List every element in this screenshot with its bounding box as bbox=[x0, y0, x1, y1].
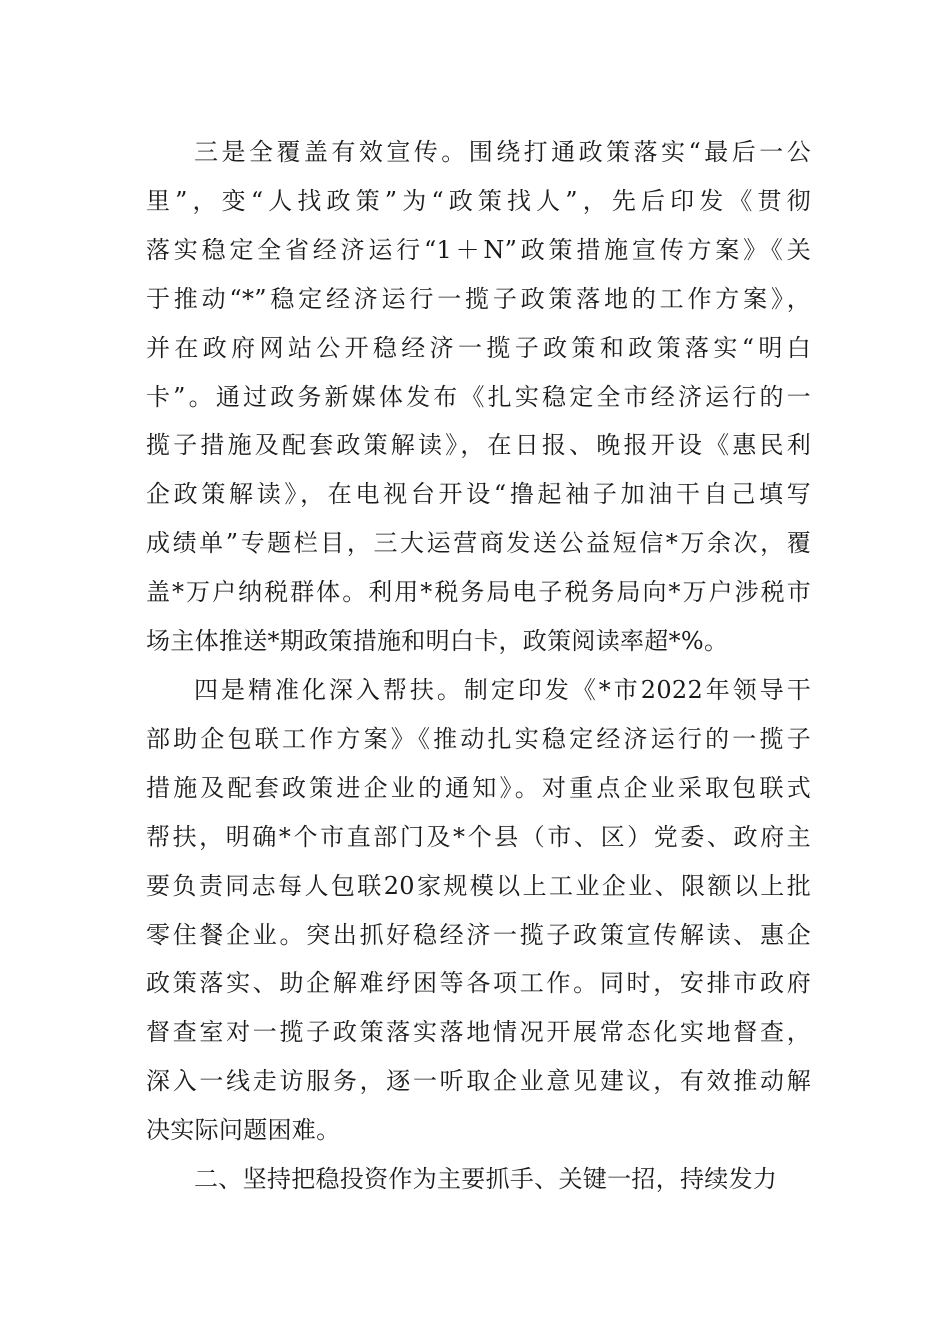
text-line: 成绩单”专题栏目，三大运营商发送公益短信*万余次，覆 bbox=[146, 529, 811, 558]
text-line: 场主体推送*期政策措施和明白卡，政策阅读率超*%。 bbox=[146, 627, 729, 656]
text-line: 部助企包联工作方案》《推动扎实稳定经济运行的一揽子 bbox=[146, 724, 811, 753]
document-body bbox=[146, 128, 811, 1204]
text-line: 要负责同志每人包联20家规模以上工业企业、限额以上批 bbox=[146, 871, 811, 900]
text-line: 决实际问题困难。 bbox=[146, 1116, 341, 1145]
text-line: 三是全覆盖有效宣传。围绕打通政策落实“最后一公 bbox=[194, 138, 811, 166]
text-line: 卡”。通过政务新媒体发布《扎实稳定全市经济运行的一 bbox=[146, 382, 811, 411]
text-line: 四是精准化深入帮扶。制定印发《*市2022年领导干 bbox=[194, 675, 811, 704]
text-line: 帮扶，明确*个市直部门及*个县（市、区）党委、政府主 bbox=[146, 822, 811, 851]
text-line: 深入一线走访服务，逐一听取企业意见建议，有效推动解 bbox=[146, 1067, 811, 1096]
section-heading-investment bbox=[146, 1155, 811, 1204]
text-line: 并在政府网站公开稳经济一揽子政策和政策落实“明白 bbox=[146, 333, 811, 362]
text-line: 于推动“*”稳定经济运行一揽子政策落地的工作方案》， bbox=[146, 284, 811, 313]
text-line: 零住餐企业。突出抓好稳经济一揽子政策宣传解读、惠企 bbox=[146, 920, 811, 949]
text-line: 企政策解读》，在电视台开设“撸起袖子加油干自己填写 bbox=[146, 480, 811, 509]
text-line: 政策落实、助企解难纾困等各项工作。同时，安排市政府 bbox=[146, 969, 811, 998]
text-line: 督查室对一揽子政策落实落地情况开展常态化实地督查， bbox=[146, 1018, 811, 1047]
text-line: 揽子措施及配套政策解读》，在日报、晚报开设《惠民利 bbox=[146, 431, 811, 460]
text-line: 措施及配套政策进企业的通知》。对重点企业采取包联式 bbox=[146, 773, 811, 802]
text-line: 里”，变“人找政策”为“政策找人”，先后印发《贯彻 bbox=[146, 186, 811, 215]
paragraph-assistance bbox=[146, 666, 811, 1155]
paragraph-publicity bbox=[146, 128, 811, 666]
text-line: 二、坚持把稳投资作为主要抓手、关键一招，持续发力 bbox=[194, 1165, 778, 1194]
text-line: 落实稳定全省经济运行“1＋N”政策措施宣传方案》《关 bbox=[146, 235, 811, 264]
text-line: 盖*万户纳税群体。利用*税务局电子税务局向*万户涉税市 bbox=[146, 578, 811, 607]
